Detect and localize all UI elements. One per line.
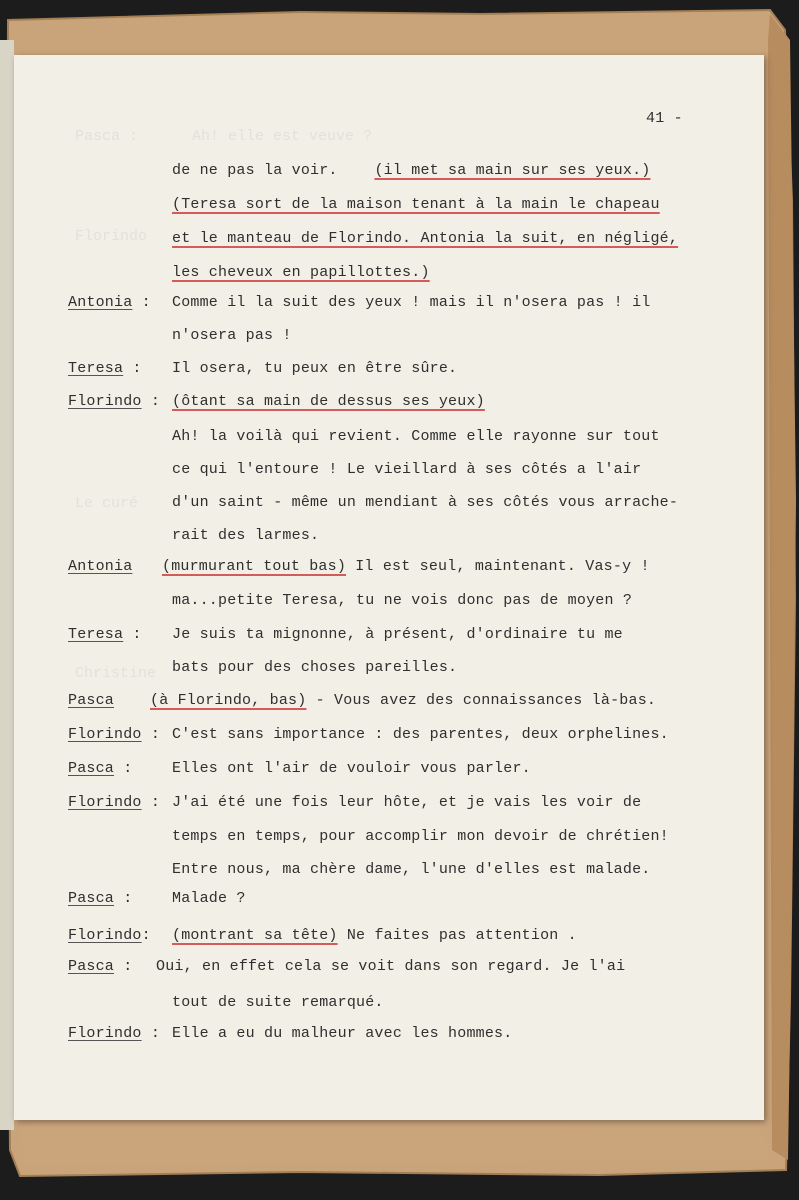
speaker-label: Teresa [68, 626, 124, 643]
dialogue-text: Ne faites pas attention . [337, 927, 577, 944]
dialogue-text: temps en temps, pour accomplir mon devoir de chrétien! [172, 828, 669, 845]
text-line [172, 726, 669, 743]
speaker-separator: : [123, 360, 142, 377]
stage-direction: (montrant sa tête) [172, 927, 338, 944]
speaker-label: Pasca [68, 760, 115, 777]
speaker-label: Antonia [68, 558, 133, 575]
text-line [156, 958, 625, 975]
dialogue-text: Entre nous, ma chère dame, l'une d'elles est malade. [172, 861, 651, 878]
text-line [172, 927, 577, 944]
dialogue-text: C'est sans importance : des parentes, deux orphelines. [172, 726, 669, 743]
text-line [172, 1025, 512, 1042]
text-line [172, 428, 660, 445]
dialogue-text: Oui, en effet cela se voit dans son regard. Je l'ai [156, 958, 626, 975]
text-line [172, 659, 457, 676]
speaker-name [68, 890, 132, 907]
speaker-name [68, 726, 160, 743]
text-line [172, 264, 430, 281]
dialogue-text: n'osera pas ! [172, 327, 292, 344]
dialogue-text: - Vous avez des connaissances là-bas. [306, 692, 657, 709]
dialogue-text: Ah! la voilà qui revient. Comme elle rayonne sur tout [172, 428, 660, 445]
speaker-label: Florindo [68, 393, 142, 410]
dialogue-text: rait des larmes. [172, 527, 320, 544]
speaker-separator: : [141, 393, 161, 410]
speaker-name [68, 294, 151, 311]
dialogue-text: de ne pas la voir. [172, 162, 375, 179]
speaker-label: Pasca [68, 692, 115, 709]
text-line [172, 861, 650, 878]
text-line [172, 327, 292, 344]
stage-direction: (ôtant sa main de dessus ses yeux) [172, 393, 485, 410]
speaker-name [68, 626, 142, 643]
stage-direction: (murmurant tout bas) [162, 558, 347, 575]
bleed-through-text: Le curé [75, 495, 139, 512]
speaker-separator: : [141, 726, 161, 743]
speaker-name [68, 958, 132, 975]
speaker-label: Florindo [68, 794, 142, 811]
text-line [172, 393, 485, 410]
speaker-name [68, 794, 160, 811]
speaker-name [68, 558, 132, 575]
stage-direction: (Teresa sort de la maison tenant à la main le chapeau [172, 196, 660, 213]
text-line [162, 558, 650, 575]
text-line [172, 794, 641, 811]
speaker-separator: : [132, 294, 151, 311]
speaker-separator: : [114, 958, 133, 975]
text-line [150, 692, 656, 709]
speaker-separator: : [141, 927, 151, 944]
text-line [172, 527, 319, 544]
text-line [172, 196, 660, 213]
page-number: 41 - [646, 110, 683, 127]
speaker-label: Florindo [68, 726, 142, 743]
speaker-separator: : [114, 760, 133, 777]
stage-direction: (à Florindo, bas) [150, 692, 307, 709]
speaker-separator: : [141, 794, 161, 811]
speaker-name [68, 393, 160, 410]
speaker-name [68, 927, 151, 944]
dialogue-text: bats pour des choses pareilles. [172, 659, 458, 676]
speaker-separator: : [141, 1025, 161, 1042]
text-line [172, 360, 457, 377]
text-line [172, 494, 678, 511]
dialogue-text: d'un saint - même un mendiant à ses côtés vous arrache- [172, 494, 679, 511]
text-line [172, 890, 246, 907]
dialogue-text: Il est seul, maintenant. Vas-y ! [346, 558, 650, 575]
stage-direction: et le manteau de Florindo. Antonia la suit, en négligé, [172, 230, 679, 247]
text-line [172, 626, 623, 643]
speaker-name [68, 692, 114, 709]
speaker-label: Florindo [68, 927, 142, 944]
text-line [172, 592, 632, 609]
speaker-name [68, 760, 132, 777]
dialogue-text: Elle a eu du malheur avec les hommes. [172, 1025, 513, 1042]
dialogue-text: Comme il la suit des yeux ! mais il n'osera pas ! il [172, 294, 651, 311]
bleed-through-text: Pasca : Ah! elle est veuve ? [75, 128, 373, 145]
stage-direction: (il met sa main sur ses yeux.) [374, 162, 651, 179]
dialogue-text: ma...petite Teresa, tu ne vois donc pas de moyen ? [172, 592, 633, 609]
dialogue-text: tout de suite remarqué. [172, 994, 384, 1011]
speaker-label: Florindo [68, 1025, 142, 1042]
text-line [172, 828, 669, 845]
bleed-through-text: Christine [75, 665, 157, 682]
dialogue-text: Malade ? [172, 890, 246, 907]
left-page-edge [0, 40, 14, 1130]
speaker-separator: : [114, 890, 133, 907]
dialogue-text: J'ai été une fois leur hôte, et je vais les voir de [172, 794, 642, 811]
speaker-label: Pasca [68, 958, 115, 975]
bleed-through-text: Florindo [75, 228, 148, 245]
speaker-name [68, 1025, 160, 1042]
speaker-label: Antonia [68, 294, 133, 311]
text-line [172, 461, 641, 478]
dialogue-text: Elles ont l'air de vouloir vous parler. [172, 760, 531, 777]
speaker-name [68, 360, 142, 377]
dialogue-text: Il osera, tu peux en être sûre. [172, 360, 458, 377]
speaker-label: Pasca [68, 890, 115, 907]
stage-direction: les cheveux en papillottes.) [172, 264, 430, 281]
text-line [172, 230, 678, 247]
dialogue-text: ce qui l'entoure ! Le vieillard à ses côtés a l'air [172, 461, 642, 478]
text-line [172, 760, 531, 777]
dialogue-text: Je suis ta mignonne, à présent, d'ordinaire tu me [172, 626, 623, 643]
text-line [172, 294, 650, 311]
text-line [172, 162, 650, 179]
speaker-label: Teresa [68, 360, 124, 377]
text-line [172, 994, 384, 1011]
speaker-separator: : [123, 626, 142, 643]
